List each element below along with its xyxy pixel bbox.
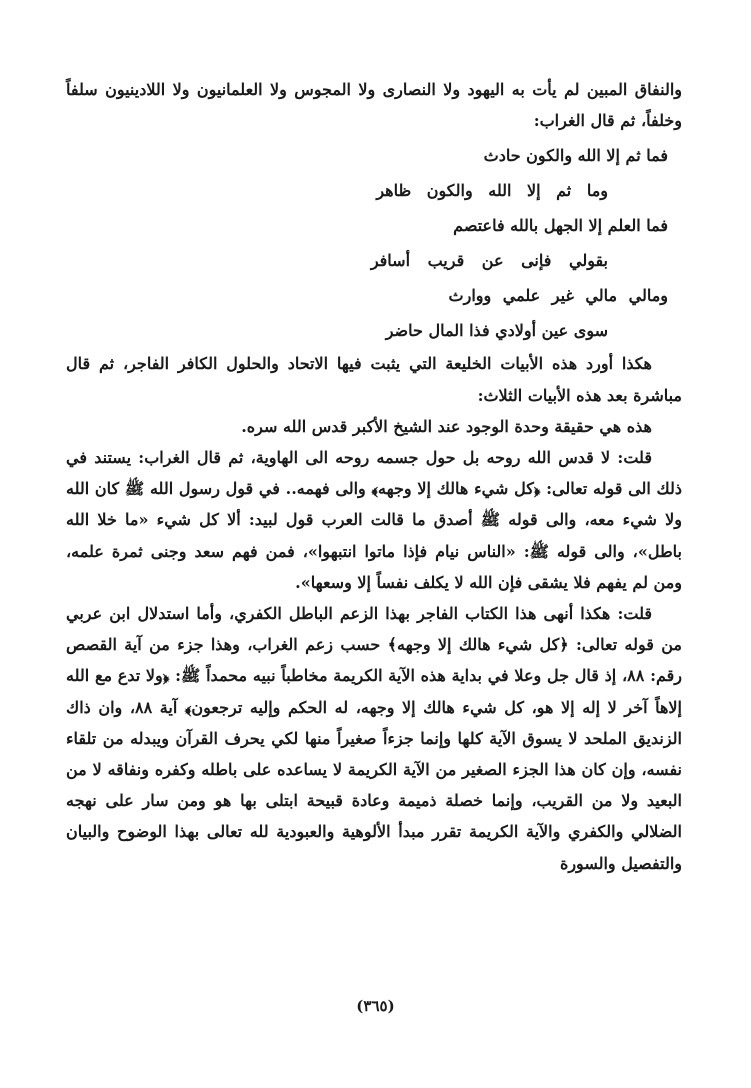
- text-line: قلت: هكذا أنهى هذا الكتاب الفاجر بهذا الزعم الباطل الكفري، وأما استدلال: [137, 604, 653, 624]
- text-line: اللادينيون سلفاً وخلفاً، ثم قال الغراب:: [66, 80, 682, 131]
- page-number: (٣٦٥): [356, 997, 395, 1015]
- poem: [66, 138, 682, 348]
- paragraph: [66, 348, 682, 410]
- paragraph: [66, 598, 682, 879]
- opening-lines: [66, 74, 682, 136]
- text-line: شيء «ما خلا الله باطل»، والى قوله ﷺ: «الناس نيام فإذا ماتوا انتبهوا»، فمن فهم سعد: [66, 510, 683, 561]
- verse-line: ومالي مالي غير علمي ووارث: [448, 286, 668, 306]
- text-line: ثم قال مباشرة بعد هذه الأبيات الثلاث:: [66, 354, 682, 405]
- text-line: الآية الكريمة لا يساعده على باطله وكفره ونفاقه لا من البعيد ولا من القريب، وإنما: [66, 760, 682, 811]
- text-line: محمداً ﷺ: ﴿ولا تدع مع الله إلاهاً آخر لا إله إلا هو، كل شيء هالك إلا وجهه، له: [66, 666, 683, 717]
- paragraph: [66, 411, 682, 442]
- text-line: ﷺ كان الله ولا شيء معه، والى قوله ﷺ أصدق ما قالت العرب قول لبيد: ألا كل: [66, 479, 682, 530]
- text-line: الكريمة تقرر مبدأ الألوهية والعبودية لله تعالى بهذا الوضوح والبيان والتفصيل والسورة: [66, 822, 682, 873]
- verse-line: سوى عين أولادي فذا المال حاضر: [385, 321, 608, 341]
- text-line: هذه هي حقيقة وحدة الوجود عند الشيخ الأكبر قدس الله سره.: [241, 416, 652, 436]
- text-line: من آية القصص رقم: ٨٨، إذ قال جل وعلا في بداية هذه الآية الكريمة مخاطباً نبيه: [66, 635, 683, 686]
- text-line: والنفاق المبين لم يأت به اليهود ولا النصارى ولا المجوس ولا العلمانيون ولا: [172, 80, 683, 99]
- verse-line: فما ثم إلا الله والكون حادث: [483, 146, 668, 166]
- verse-line: وما ثم إلا الله والكون ظاهر: [376, 181, 608, 201]
- page-body: [66, 74, 682, 879]
- verse-line: بقولي فإنى عن قريب أسافر: [370, 251, 608, 271]
- text-line: صغيراً منها لكي يحرف القرآن ويبدله من تلقاء نفسه، وإن كان هذا الجزء الصغير من: [66, 728, 682, 780]
- text-line: في ذلك الى قوله تعالى: ﴿كل شيء هالك إلا وجهه﴾ والى فهمه.. في قول رسول الله: [66, 448, 682, 499]
- verse-line: فما العلم إلا الجهل بالله فاعتصم: [453, 216, 668, 236]
- paragraph: [66, 442, 682, 598]
- text-line: خصلة ذميمة وعادة قبيحة ابتلى بها هو ومن سار على نهجه الضلالي والكفري والآية: [66, 791, 682, 842]
- text-line: قلت: لا قدس الله روحه بل حول جسمه روحه الى الهاوية، ثم قال الغراب: يستند: [94, 448, 652, 468]
- text-line: الحكم وإليه ترجعون﴾ آية ٨٨، وان ذاك الزنديق الملحد لا يسوق الآية كلها وإنما جزءاً: [66, 697, 683, 748]
- text-line: ابن عربي من قوله تعالى: ﴿كل شيء هالك إلا وجهه﴾ حسب زعم الغراب، وهذا جزء: [66, 604, 682, 655]
- text-line: وجنى ثمرة علمه، ومن لم يفهم فلا يشقى فإن الله لا يكلف نفساً إلا وسعها».: [66, 541, 682, 592]
- text-line: هكذا أورد هذه الأبيات الخليعة التي يثبت فيها الاتحاد والحلول الكافر الفاجر،: [122, 354, 652, 374]
